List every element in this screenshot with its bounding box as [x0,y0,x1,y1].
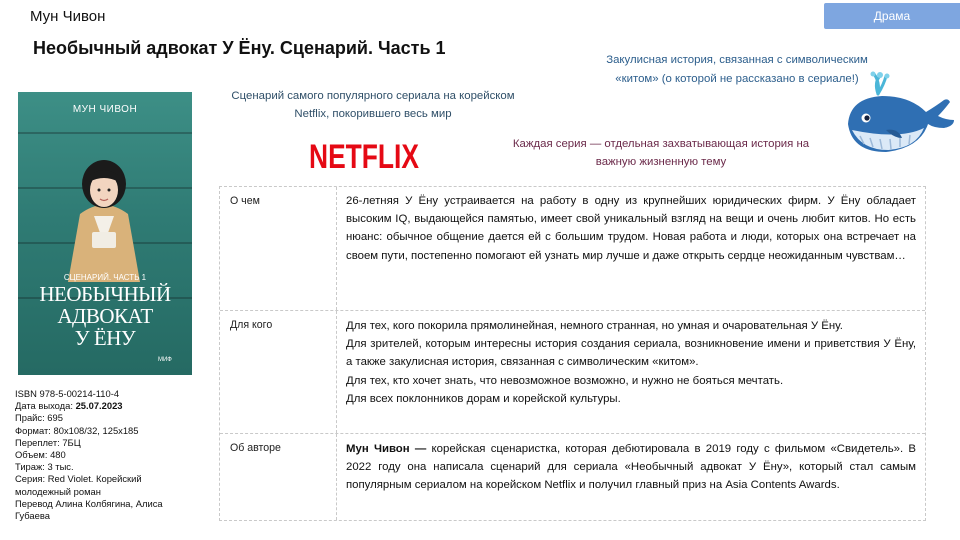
cover-title-line1: НЕОБЫЧНЫЙ [39,282,171,306]
audience-item: Для тех, кто хочет знать, что невозможное возможно, и нужно не бояться мечтать. [346,374,784,387]
release-date-label: Дата выхода: [15,400,76,412]
series: Серия: Red Violet. Корейский молодежный роман [15,473,142,497]
cover-title-line3: У ЁНУ [74,326,136,350]
promo-episode-text: Каждая серия — отдельная захватывающая история на важную жизненную тему [512,138,810,168]
table-row-about [220,187,925,310]
author-bio: корейская сценаристка, которая дебютировала в 2019 году с фильмом «Свидетель». В 2022 году она написала сценарий для сериала «Необычный адвокат У Ёну», который стал самым популярным сериалом на корейском Netflix и получил главный приз на Asia Contents Awards. [346,443,917,492]
row-label-about: О чем [230,195,260,207]
binding: Переплет: 7БЦ [15,436,81,448]
cover-title-line2: АДВОКАТ [57,304,153,328]
about-text: 26-летняя У Ёну устраивается на работу в одну из крупнейших юридических фирм. У Ёну обладает высоким IQ, выдающейся памятью, имеет свой уникальный взгляд на вещи и очень любит китов. Но есть нюанс: обычное общение дается ей с большим трудом. Новая работа и люди, которых она встречает на своем пути, постепенно помогают ей узнать мир лучше и даже открыть сердце неожиданным чувствам… [346,195,916,262]
row-label-author: Об авторе [230,442,281,454]
book-cover [18,92,192,375]
row-text-author [346,440,916,495]
whale-icon [840,68,958,160]
info-table [219,186,926,521]
genre-tag: Драма [824,3,960,29]
author-name: Мун Чивон — [346,443,427,455]
release-date-value: 25.07.2023 [75,400,123,412]
release-date-line [15,400,195,412]
table-row-author [220,433,925,520]
audience-item: Для зрителей, которым интересны история создания сериала, возникновение имени и приветствия У Ёну, а также закулисная история, связанная с символическим «китом». [346,338,916,369]
volume: Объем: 480 [15,449,66,461]
cover-author: МУН ЧИВОН [72,104,138,115]
cover-part-label: СЦЕНАРИЙ. ЧАСТЬ 1 [63,273,147,282]
audience-item: Для тех, кого покорила прямолинейная, немного странная, но умная и очаровательная У Ёну. [346,320,843,332]
row-text-about [346,192,916,265]
cover-publisher-logo: МИФ [158,357,172,363]
format: Формат: 80х108/32, 125х185 [15,424,139,436]
book-details [15,388,195,522]
table-row-audience [220,310,925,433]
row-label-audience: Для кого [230,319,273,331]
audience-item: Для всех поклонников дорам и корейской культуры. [346,392,621,405]
translation: Перевод Алина Колбягина, Алиса Губаева [15,497,163,522]
promo-netflix-text: Сценарий самого популярного сериала на корейском Netflix, покорившего весь мир [231,90,515,120]
promo-whale-text: Закулисная история, связанная с символическим «китом» (о которой не рассказано в сериале!) [606,54,868,85]
row-text-audience [346,317,916,408]
price: Прайс: 695 [15,412,63,424]
print-run: Тираж: 3 тыс. [15,461,74,473]
netflix-logo [308,137,420,175]
isbn: ISBN 978-5-00214-110-4 [15,388,120,399]
cover-girl-illustration [62,154,146,282]
page-title: Необычный адвокат У Ёну. Сценарий. Часть 1 [33,38,446,58]
netflix-logo-text: NETFLIX [309,138,420,176]
author-name-header: Мун Чивон [30,8,106,25]
